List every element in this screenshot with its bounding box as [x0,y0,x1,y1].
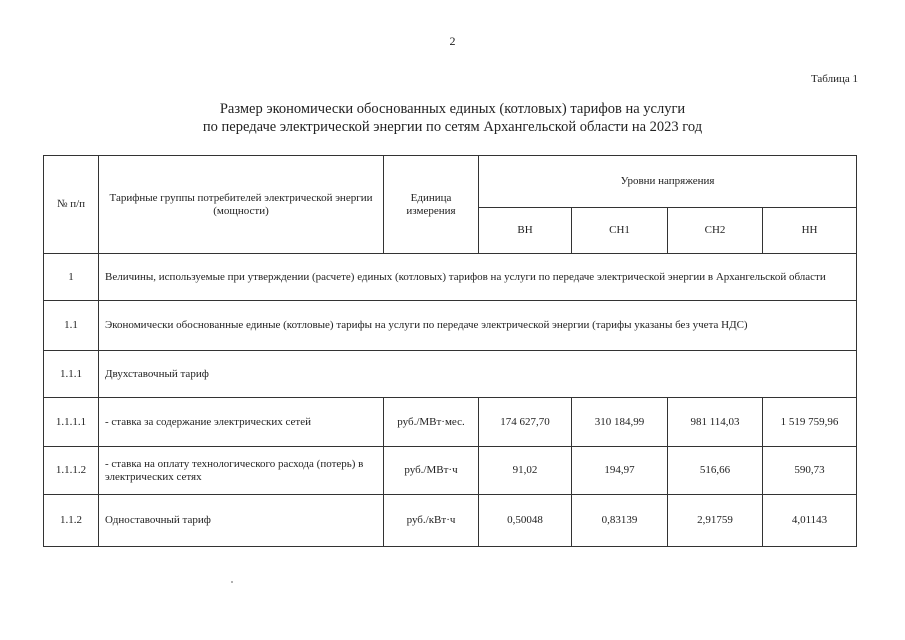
value-sn2: 981 114,03 [668,398,763,447]
row-unit: руб./МВт·мес. [384,398,479,447]
row-num: 1.1.1 [44,351,99,398]
value-vn: 91,02 [479,447,572,495]
title-line-2: по передаче электрической энергии по сетям Архангельской области на 2023 год [202,119,703,135]
table-row [44,447,857,495]
document-title [0,100,905,136]
value-sn2: 2,91759 [668,495,763,547]
table-row [44,495,857,547]
value-sn1: 0,83139 [572,495,668,547]
header-num: № п/п [44,156,99,254]
tariff-table [43,155,857,547]
page-number: 2 [449,34,456,48]
row-unit: руб./МВт·ч [384,447,479,495]
header-sn1: СН1 [572,208,668,254]
row-text: Экономически обоснованные единые (котловые) тарифы на услуги по передаче электрической энергии (тарифы указаны без учета НДС) [99,301,857,351]
header-sn2: СН2 [668,208,763,254]
header-vn: ВН [479,208,572,254]
row-num: 1.1.1.2 [44,447,99,495]
row-text: - ставка за содержание электрических сетей [99,398,384,447]
row-num: 1 [44,254,99,301]
value-sn2: 516,66 [668,447,763,495]
header-group: Тарифные группы потребителей электрической энергии (мощности) [99,156,384,254]
table-row [44,398,857,447]
table-row [44,351,857,398]
header-nn: НН [763,208,857,254]
row-num: 1.1.2 [44,495,99,547]
row-text: - ставка на оплату технологического расхода (потерь) в электрических сетях [99,447,384,495]
row-text: Величины, используемые при утверждении (расчете) единых (котловых) тарифов на услуги по передаче электрической энергии в Архангельской области [99,254,857,301]
value-vn: 0,50048 [479,495,572,547]
row-unit: руб./кВт·ч [384,495,479,547]
value-vn: 174 627,70 [479,398,572,447]
title-line-1: Размер экономически обоснованных единых (котловых) тарифов на услуги [219,101,686,117]
value-nn: 1 519 759,96 [763,398,857,447]
row-num: 1.1 [44,301,99,351]
value-nn: 4,01143 [763,495,857,547]
header-row [44,156,857,208]
row-text: Двухставочный тариф [99,351,857,398]
value-sn1: 310 184,99 [572,398,668,447]
table-caption: Таблица 1 [810,73,858,85]
value-sn1: 194,97 [572,447,668,495]
value-nn: 590,73 [763,447,857,495]
table-row [44,254,857,301]
table-row [44,301,857,351]
row-num: 1.1.1.1 [44,398,99,447]
scan-dot [231,581,233,583]
row-text: Одноставочный тариф [99,495,384,547]
header-voltage-levels: Уровни напряжения [479,156,857,208]
header-unit: Единица измерения [384,156,479,254]
